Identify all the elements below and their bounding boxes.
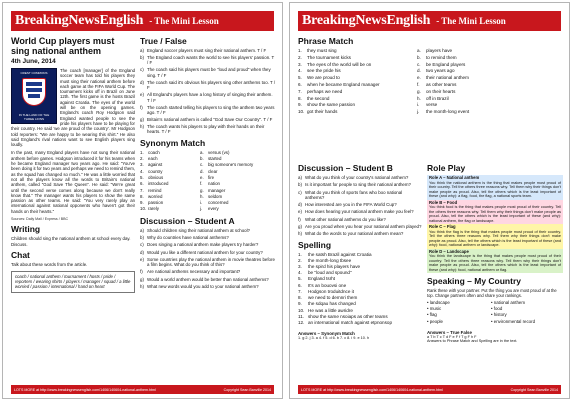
crest-top-label: CREST COMMONS bbox=[20, 71, 48, 75]
left-column bbox=[11, 36, 135, 382]
list-item: a) What do you think of your country's national anthem? bbox=[298, 175, 409, 180]
brand-title: BreakingNewsEnglish bbox=[15, 13, 144, 28]
article-date: 4th June, 2014 bbox=[11, 58, 56, 65]
discussion-a-heading: Discussion – Student A bbox=[140, 215, 235, 226]
list-item: d) How interested are you in the FIFA World Cup? bbox=[298, 202, 397, 208]
true-false-item: d) The coach said it's obvious his players sing other anthems too. T / F bbox=[140, 79, 276, 91]
role-card-a: Role A – National anthem You think the national anthem is the thing that makes people most proud of their country. Tell the others three reasons why. Tell them why their things don't make people as proud. Also, tell the others which is the least important of these (and why): a flag, food, the flag, a national sports team. bbox=[429, 175, 561, 198]
list-item: g) Would a world anthem would be better than national anthems? bbox=[140, 276, 269, 282]
crest-caption: IN THE LAND OF THE THREE LIONS bbox=[18, 113, 50, 121]
list-item: • environmental record bbox=[491, 318, 536, 324]
list-item: 8. we need to demnri them bbox=[298, 295, 358, 301]
footer-bar bbox=[298, 385, 561, 394]
footer-link[interactable]: LOTS MORE at http://www.breakingnewsenglish.com/1406/140604-national-anthem.html bbox=[301, 387, 443, 392]
list-item: • people bbox=[427, 318, 443, 324]
list-item: d) Would you like a different national anthem for your country? bbox=[140, 249, 263, 255]
list-item: 9. the sdqau has changed bbox=[298, 301, 356, 307]
true-false-item: g) Britain's national anthem is called "God Save Our Country". T / F bbox=[140, 117, 273, 123]
spelling-list bbox=[298, 252, 422, 326]
phrase-match-section bbox=[298, 36, 561, 164]
list-item: g) Are you proud when you hear your national anthem played? bbox=[298, 224, 422, 230]
synonym-match-grid: 1. coach a. versus (vs) 2. each b. started 3. against c. big someone's memory 4. country d. clear 5. obvious e. fire 6. introduced f. nation 7. remind g. manager 8. worried h. seldom 9. passion i. concerned 10. rarely j. every bbox=[140, 149, 254, 212]
lesson-label: - The Mini Lesson bbox=[149, 16, 219, 26]
answers-tf-text: a T b T c T d F e F f T g F h F bbox=[427, 334, 477, 339]
phrase-match-grid: 1. they must sing a. players have 2. The tournament kicks b. to remind them 3. The eyes of the world will be on c. be England players 4. see the pride his d. two years ago 5. We are proud to e. their national anthem 6. when he became England manager f. as other teams 7. perhaps we need g. on their hearts 8. the second h. off in Brazil 9. show the same passion i. verse 10. got their hands j. the month-long event bbox=[298, 48, 470, 115]
article-paragraph: In the past, many England players have not sung their national anthem before games. Hodgson introduced it for his teams when he became England manager two years ago. He said: "You've been doing it for two years and perhaps we need to remind them, as the squad has changed so much." He was a little worried that not all the players know all the words to Britain's national anthem, called "God Save The Queen". He said: "We're great until the second verse comes along because we don't really know that." The manager wants his players to show the same passion as other teams. He said: "You very rarely play an international against national opponents who haven't got their hands on their hearts." bbox=[11, 150, 135, 214]
worksheet-page-1 bbox=[2, 2, 283, 399]
list-item: 5. England tsrht bbox=[298, 276, 336, 282]
true-false-item: b) The England coach wants the world to see his players' passion. T / F bbox=[140, 55, 275, 66]
lion-icon bbox=[26, 82, 42, 86]
lion-icon bbox=[28, 94, 40, 98]
brand-title: BreakingNewsEnglish bbox=[302, 13, 431, 28]
header-banner bbox=[298, 11, 561, 31]
list-item: 7. Hodgson troduitdnce it bbox=[298, 288, 354, 294]
lesson-label: - The Mini Lesson bbox=[436, 16, 506, 26]
list-item: a) Should children sing their national anthem at school? bbox=[140, 227, 251, 233]
ranking-grid bbox=[427, 300, 563, 325]
list-item: 3. the spird his players have bbox=[298, 264, 361, 270]
answers-synonym-heading: Answers – Synonym Match bbox=[298, 331, 355, 337]
speaking-instructions: Rank these with your partner. Put the thing you are most proud of at the top. Change partners often and share your rankings. bbox=[427, 288, 557, 298]
lion-icon bbox=[26, 88, 42, 92]
list-item: c) What do you think of sports fans who boo national anthems? bbox=[298, 189, 403, 200]
list-item: 2. the month-long tbsee bbox=[298, 257, 352, 263]
list-item: • national anthem bbox=[491, 300, 526, 305]
discussion-a-list bbox=[140, 228, 276, 290]
phrase-match-heading: Phrase Match bbox=[298, 36, 354, 46]
true-false-item: a) England soccer players must sing their national anthem. T / F bbox=[140, 48, 267, 53]
true-false-item: f) The coach started telling his players to sing the anthem two years ago. T / F bbox=[140, 104, 275, 115]
answers-phrase-note: Answers to Phrase Match and Spelling are in the text. bbox=[427, 339, 518, 344]
chat-heading: Chat bbox=[11, 250, 30, 261]
synonym-match-heading: Synonym Match bbox=[140, 137, 206, 148]
true-false-item: h) The coach wants his players to play with their hands on their hearts. T / F bbox=[140, 124, 265, 135]
list-item: 10. He was a little awridre bbox=[298, 307, 353, 313]
role-play-heading: Role Play bbox=[427, 163, 466, 173]
role-card-c: Role C – Flag You think the flag is the thing that makes people most proud of their country. Tell the others three reasons why. Tell them why their things don't make people as proud. Also, tell the others which is the least important of these (and why): food, national anthem or landscape. bbox=[429, 224, 561, 247]
article-title: World Cup players must sing national anthem bbox=[11, 36, 115, 56]
list-item: 4. be "loud and spound" bbox=[298, 270, 352, 276]
list-item: • food bbox=[491, 306, 503, 312]
chat-word-box: coach / national anthem / tournament / hosts / pride / reporters / wearing shirts / players / manager / squad / a little worried / passion / international / hand on heart bbox=[11, 271, 135, 293]
true-false-list bbox=[140, 48, 276, 135]
list-item: f) What other national anthems do you like? bbox=[298, 216, 386, 222]
chat-instructions: Talk about these words from the article. bbox=[11, 262, 88, 268]
role-play-cards bbox=[427, 175, 563, 273]
lower-right-column bbox=[427, 163, 563, 382]
article-paragraph: The coach [manager] of the England soccer team has told his players they must sing their national anthem before each game at the FIFA World Cup. The tournament kicks off in Brazil on June 12th. The first game is the hosts Brazil against Croatia. The eyes of the world will be on the opening games. England's coach Roy Hodgson said England wanted people to see the pride his players have to be playing for their country. He said 'we are proud of the country'. Mr Hodgson told reporters: "We are happy to be wearing this shirt." He also said England's rival nations want to see English players sing loudly. bbox=[11, 68, 135, 148]
list-item: • music bbox=[427, 306, 442, 312]
footer-copyright: Copyright Sean Banville 2014 bbox=[510, 387, 558, 392]
list-item: 12. an international match against etpnonsop bbox=[298, 319, 393, 325]
role-card-b: Role B – Food You think food is the thing that makes people most proud of their country. Tell the others three reasons why. Tell them why their things don't make people as proud. Also, tell the others which is the least important of these (and why): national anthem, the flag or landscape. bbox=[429, 199, 561, 223]
list-item: c) Does singing a national anthem make players try harder? bbox=[140, 242, 259, 248]
article-sources: Sources: Daily Mail / Express / BBC bbox=[11, 217, 69, 222]
list-item: h) What new words would you add to your national anthem? bbox=[140, 284, 259, 290]
role-card-d: Role D – Landscape You think the landscape is the thing that makes people most proud of their country. Tell the others three reasons why. Tell them why their things don't make people as proud. Also, tell the others which is the least important of these (and why): food, national anthem or flag. bbox=[429, 248, 561, 272]
header-banner bbox=[11, 11, 274, 31]
discussion-b-heading: Discussion – Student B bbox=[298, 163, 393, 173]
answers-tf-heading: Answers – True False bbox=[427, 329, 472, 335]
writing-prompt: Children should sing the national anthem at school every day. Discuss. bbox=[11, 236, 131, 247]
discussion-b-list bbox=[298, 175, 422, 237]
article-body bbox=[11, 68, 135, 214]
true-false-item: e) All England's players have a long history of singing their anthem. T / F bbox=[140, 92, 273, 103]
list-item: h) What do the words to your national anthem mean? bbox=[298, 231, 404, 237]
answers-synonym-text: 1. g 2. j 3. a 4. f 5. d 6. b 7. c 8. i 9. e 10. h bbox=[298, 336, 370, 341]
footer-link[interactable]: LOTS MORE at http://www.breakingnewsenglish.com/1406/140604-national-anthem.html bbox=[14, 387, 156, 392]
list-item: b) Is it important for people to sing their national anthem? bbox=[298, 182, 411, 188]
list-item: • flag bbox=[427, 312, 437, 318]
list-item: b) Why do countries have national anthems? bbox=[140, 235, 229, 240]
list-item: 11. show the same nsoiaps as other teams bbox=[298, 313, 388, 319]
writing-heading: Writing bbox=[11, 224, 41, 235]
list-item: 6. It's an bouovsi one bbox=[298, 282, 347, 288]
england-crest-image bbox=[11, 68, 57, 124]
spelling-heading: Spelling bbox=[298, 239, 332, 250]
footer-copyright: Copyright Sean Banville 2014 bbox=[223, 387, 271, 392]
list-item: e) How does hearing your national anthem make you feel? bbox=[298, 209, 414, 215]
list-item: • history bbox=[491, 312, 507, 318]
speaking-heading: Speaking – My Country bbox=[427, 276, 521, 286]
footer-bar bbox=[11, 385, 274, 394]
right-column bbox=[140, 36, 276, 382]
lower-left-column bbox=[298, 163, 422, 382]
true-false-heading: True / False bbox=[140, 36, 187, 46]
list-item: 1. the satsh Brazil against Croatia bbox=[298, 251, 372, 257]
list-item: • landscape bbox=[427, 300, 450, 305]
worksheet-page-2 bbox=[289, 2, 570, 399]
true-false-item: c) The coach said his players must be "loud and proud" when they sing. T / F bbox=[140, 67, 271, 78]
list-item: e) Some countries play the national anthem in movie theatres before a film begins. What do you think of this? bbox=[140, 256, 275, 268]
list-item: f) Are national anthems necessary and important? bbox=[140, 269, 241, 275]
